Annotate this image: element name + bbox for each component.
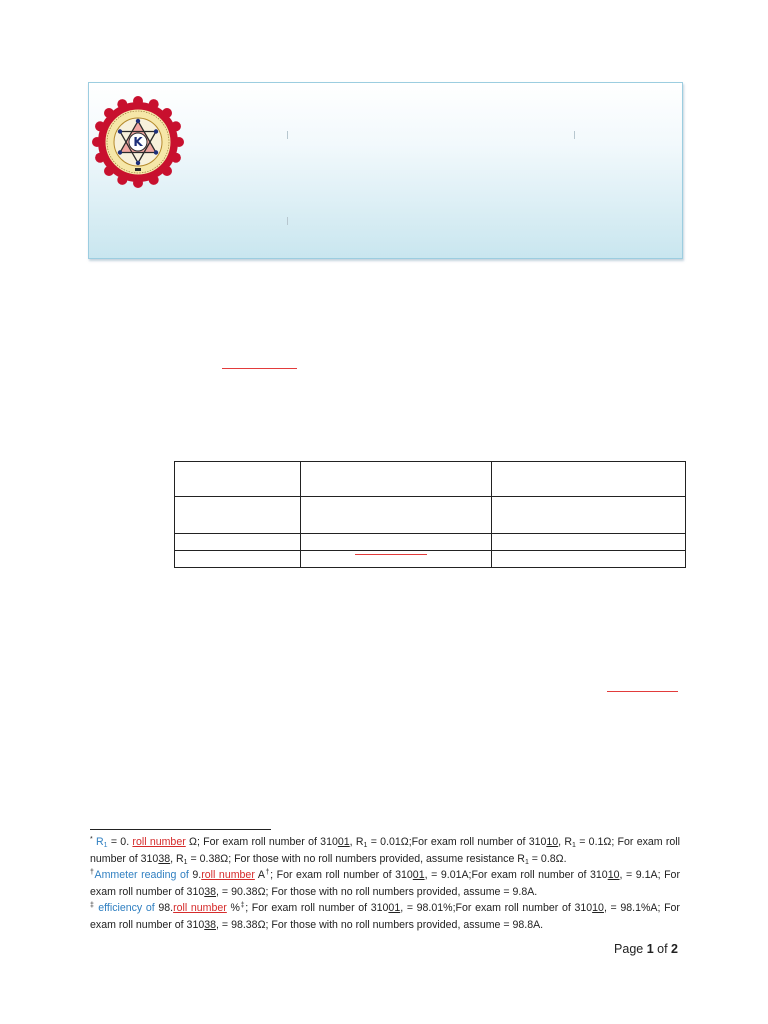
table-cell: [175, 497, 301, 534]
header-divider-mark: [287, 131, 288, 139]
footnote-efficiency: ‡ efficiency of 98.roll number %‡; For exam roll number of 31001, = 98.01%;For exam roll number of 31010, = 98.1%A; For exam roll number of 31038, = 98.38Ω; For those with no roll numbers provided, assume = 98.8A.: [90, 902, 680, 931]
table-cell: [301, 497, 492, 534]
fill-in-blank-line: [355, 554, 427, 555]
footnote-ammeter: †Ammeter reading of 9.roll number A†; For exam roll number of 31001, = 9.01A;For exam roll number of 31010, = 9.1A; For exam roll number of 31038, = 90.38Ω; For those with no roll numbers provided, assume = 9.8A.: [90, 869, 680, 898]
roll-number-link: roll number: [132, 836, 186, 848]
table-row: [175, 462, 686, 497]
university-seal-logo: [90, 94, 186, 190]
page-number: Page 1 of 2: [614, 942, 678, 956]
table-row: [175, 497, 686, 534]
table-cell: [301, 534, 492, 551]
fill-in-blank-line: [607, 691, 678, 692]
header-divider-mark: [574, 131, 575, 139]
header-divider-mark: [287, 217, 288, 225]
table-cell: [492, 497, 686, 534]
fill-in-blank-line: [222, 368, 297, 369]
data-table: [174, 461, 686, 568]
table-cell: [175, 551, 301, 568]
table-cell: [492, 534, 686, 551]
table-cell: [175, 534, 301, 551]
svg-text:K: K: [133, 135, 143, 149]
table-row: [175, 534, 686, 551]
table-row: [175, 551, 686, 568]
roll-number-link: roll number: [173, 902, 227, 914]
table-cell: [492, 551, 686, 568]
footnotes: [90, 834, 680, 933]
footnote-resistance: * $R_1 = 0$. roll number Ω; For exam roll number of 31001, $R_1$ = 0.01Ω;For exam roll number of 31010, $R_1 = 0.1\Omega$; For exam roll number of 31038, $R_1 = 0.38\Omega$; For those with no roll numbers provided, assume resistance $R_1 = 0.8\Omega$.: [90, 836, 681, 866]
footnote-separator: [90, 829, 271, 830]
table-cell: [301, 462, 492, 497]
table-cell: [175, 462, 301, 497]
roll-number-link: roll number: [201, 869, 255, 881]
table-cell: [492, 462, 686, 497]
